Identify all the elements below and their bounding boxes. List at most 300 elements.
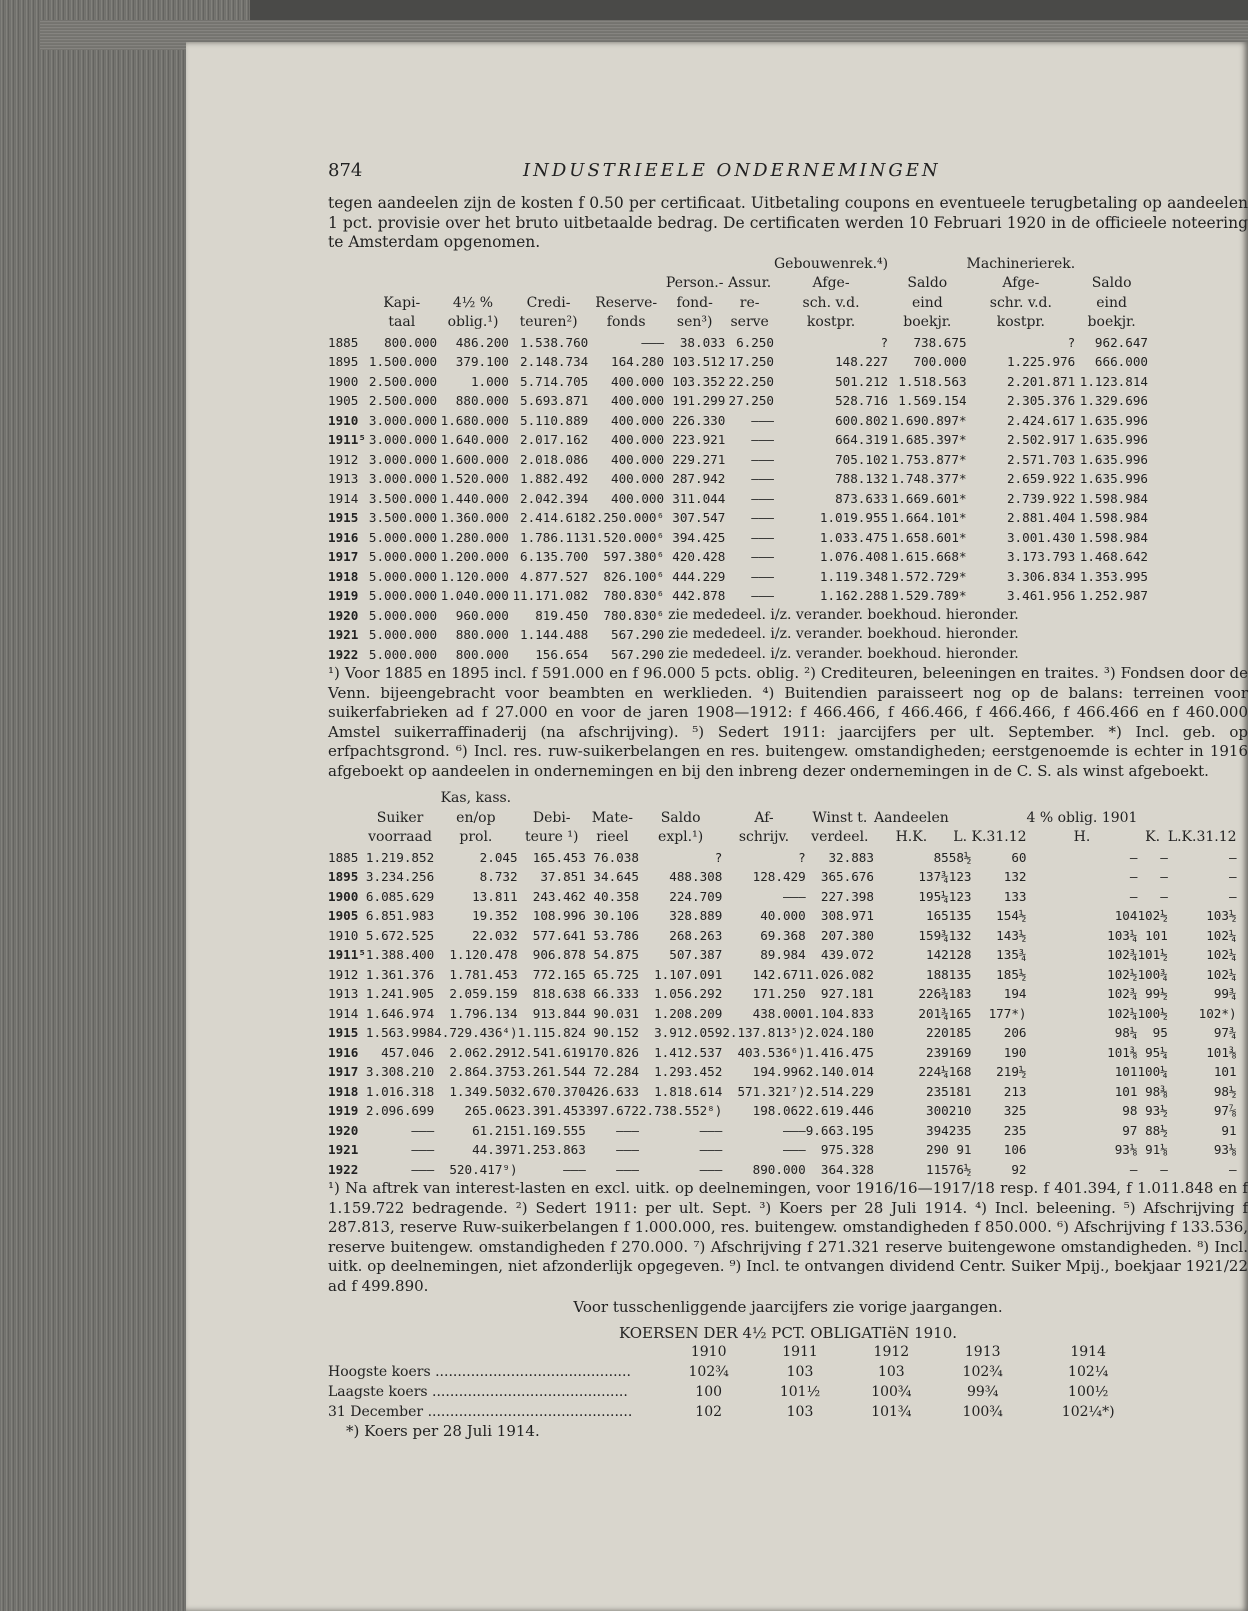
value-cell: 1.361.376 <box>365 966 435 982</box>
value-cell: 66.333 <box>593 986 639 1001</box>
value-cell: 11.171.082 <box>512 588 589 603</box>
table-row <box>328 1023 1237 1043</box>
value-cell: 142.671 <box>752 966 806 982</box>
header-cell: Saldo <box>1091 275 1132 291</box>
value-cell: 226.330 <box>672 412 726 428</box>
header-cell: en/op <box>456 809 496 826</box>
value-cell: 22.032 <box>472 927 518 943</box>
header-cell <box>328 828 366 848</box>
value-cell: 488.308 <box>669 869 723 884</box>
header-cell: Saldo <box>907 275 948 291</box>
value-cell: 426.633 <box>585 1083 639 1099</box>
value-cell: 61.215 <box>472 1122 518 1138</box>
footnotes-table-2: ¹) Na aftrek van interest-lasten en excl. uitk. op deelnemingen, voor 1916/16—1917/18 resp. f 401.394, f 1.011.848 en f 1.159.722 bedragende. ²) Sedert 1911: per ult. Sept. ³) Koers per 28 Juli 1914. ⁴) Incl. beleening. ⁵) Afschrijving f 287.813, reserve Ruw-suikerbelangen f 1.000.000, res. buitengew. omstandigheden f 850.000. ⁶) Afschrijving f 133.536, reserve buitengew. omstandigheden f 270.000. ⁷) Afschrijving f 271.321 reserve buitengewone omstandigheden. ⁸) Incl. uitk. op deelnemingen, niet afzonderlijk opgegeven. ⁹) Incl. te ontvangen dividend Centr. Suiker Mpij., boekjaar 1921/22 ad f 499.890. <box>328 1179 1248 1295</box>
value-cell: 307.547 <box>672 510 726 525</box>
value-cell: 3.234.256 <box>365 869 435 884</box>
value-cell: 1.520.000 <box>440 471 509 486</box>
value-cell: 2.500.000 <box>368 373 438 389</box>
year-cell: 1885 <box>328 849 359 865</box>
koersen-title: KOERSEN DER 4½ PCT. OBLIGATIëN 1910. <box>618 1324 958 1342</box>
value-cell: 1.329.696 <box>1079 393 1148 408</box>
value-cell: 2.571.703 <box>1006 451 1076 467</box>
value-cell: 3.912.059 <box>654 1025 723 1040</box>
value-cell: 3.461.956 <box>1006 588 1076 603</box>
note-cell: zie mededeel. i/z. verander. boekhoud. hieronder. <box>668 645 1019 662</box>
header-cell: L.K.31.12 <box>1167 829 1237 845</box>
value-cell: 2.659.922 <box>1006 471 1076 486</box>
value-cell: ——— <box>411 1142 435 1157</box>
value-cell: 19.352 <box>472 908 518 923</box>
header-cell <box>874 789 949 809</box>
value-cell: 128.429 <box>752 869 806 884</box>
value-cell: 1.144.488 <box>520 627 589 642</box>
value-cell: — <box>1160 1161 1168 1177</box>
header-cell <box>586 789 639 809</box>
header-cell: Machinerierek. <box>966 255 1076 272</box>
value-cell: 890.000 <box>752 1161 806 1177</box>
header-cell: Mate- <box>591 809 634 826</box>
value-cell: 101 <box>1114 1064 1138 1079</box>
value-cell: 308.971 <box>820 908 874 923</box>
value-cell: 2.062.291 <box>449 1044 518 1060</box>
value-cell: 100¼ <box>1137 1064 1168 1079</box>
value-cell: 2.042.394 <box>520 490 589 506</box>
value-cell: 2.502.917 <box>1006 432 1076 447</box>
value-cell: 1.796.134 <box>449 1005 518 1021</box>
value-cell: 1.076.408 <box>819 549 889 564</box>
value-cell: 22.250 <box>728 373 774 389</box>
value-cell: 103½ <box>1206 908 1237 923</box>
value-cell: 85 <box>933 849 949 865</box>
year-cell: 1900 <box>328 888 359 904</box>
value-cell: 97⅞ <box>1213 1103 1237 1118</box>
value-cell: 40.000 <box>760 908 806 923</box>
header-cell <box>588 274 664 294</box>
value-cell: — <box>1160 869 1168 884</box>
value-cell: ——— <box>699 1161 723 1177</box>
value-cell: 2.059.159 <box>449 986 518 1001</box>
value-cell: 780.830⁶ <box>603 607 665 623</box>
table-row <box>328 625 1148 645</box>
value-cell: 1.019.955 <box>819 510 889 525</box>
value-cell: 165 <box>926 908 949 923</box>
value-cell: 123 <box>948 888 972 904</box>
value-cell: 194 <box>1003 986 1027 1001</box>
value-cell: ——— <box>641 334 665 350</box>
year-cell: 1914 <box>328 1005 359 1021</box>
year-cell: 1900 <box>328 373 359 389</box>
value-cell: 93⅛ <box>1213 1142 1237 1157</box>
year-cell: 1911⁵ <box>328 947 366 962</box>
value-cell: 2.424.617 <box>1006 412 1076 428</box>
value-cell: 1.753.877* <box>890 451 967 467</box>
value-cell: 101⅜ <box>1107 1044 1138 1060</box>
koersen-year-row <box>328 1342 1148 1362</box>
value-cell: 27.250 <box>728 393 774 408</box>
value-cell: 5.000.000 <box>368 549 438 564</box>
value-cell: 137¾ <box>918 869 949 884</box>
header-cell: schrijv. <box>738 829 790 845</box>
value-cell: 1.669.601* <box>890 490 967 506</box>
year-cell: 1922 <box>328 646 359 662</box>
value-cell: 1.120.478 <box>449 947 518 962</box>
value-cell: 6.250 <box>736 334 774 350</box>
value-cell: 101½ <box>779 1384 821 1400</box>
header-cell: Person.- <box>665 275 724 291</box>
value-cell: 101 <box>1213 1064 1237 1079</box>
value-cell: 171.250 <box>752 986 806 1001</box>
value-cell: 164.280 <box>611 354 665 369</box>
header-cell <box>1137 809 1167 829</box>
table-header-row <box>328 828 1237 848</box>
value-cell: ——— <box>751 510 774 525</box>
value-cell: 76½ <box>948 1161 972 1177</box>
value-cell: 5.000.000 <box>368 627 438 642</box>
value-cell: 17.250 <box>728 354 774 369</box>
value-cell: 181 <box>948 1083 972 1099</box>
value-cell: 1.104.833 <box>805 1005 874 1021</box>
value-cell: 1.162.288 <box>819 588 889 603</box>
value-cell: — <box>1228 888 1237 904</box>
value-cell: 210 <box>948 1103 972 1118</box>
year-cell: 1895 <box>328 354 359 369</box>
value-cell: 1.115.824 <box>517 1025 586 1040</box>
value-cell: 2.500.000 <box>368 393 438 408</box>
value-cell: 102¼ <box>1068 1364 1109 1380</box>
value-cell: 457.046 <box>381 1044 435 1060</box>
value-cell: 3.308.210 <box>365 1064 435 1079</box>
value-cell: 2.670.370 <box>517 1083 586 1099</box>
page-number: 874 <box>328 160 363 181</box>
header-cell: K.31.12 <box>971 829 1027 845</box>
value-cell: 198.062 <box>752 1103 806 1118</box>
header-cell: Suiker <box>376 809 424 826</box>
value-cell: 1.500.000 <box>368 354 438 369</box>
value-cell: 102*) <box>1198 1005 1237 1021</box>
header-cell: Winst t. <box>812 809 868 826</box>
value-cell: 906.878 <box>532 947 586 962</box>
value-cell: 1.440.000 <box>440 490 509 506</box>
value-cell: 6.135.700 <box>520 549 589 564</box>
value-cell: 1.572.729* <box>890 568 967 584</box>
footnotes-table-1: ¹) Voor 1885 en 1895 incl. f 591.000 en f 96.000 5 pcts. oblig. ²) Crediteuren, beleeningen en traites. ³) Fondsen door de Venn. bijeengebracht voor beambten en werklieden. ⁴) Buitendien paraisseert nog op de balans: terreinen voor suikerfabrieken ad f 27.000 en voor de jaren 1908—1912: f 466.466, f 466.466, f 466.466, f 466.466 en f 460.000 Amstel suikerraffinaderij (na afschrijving). ⁵) Sedert 1911: jaarcijfers per ult. September. *) Incl. geb. op erfpachtsgrond. ⁶) Incl. res. ruw-suikerbelangen en res. buitengew. omstandigheden; eerstgenoemde is echter in 1916 afgeboekt op aandeelen in ondernemingen en bij den inbreng dezer ondernemingen in de C. S. als winst afgeboekt. <box>328 664 1248 780</box>
header-cell: teure ¹) <box>524 829 579 845</box>
value-cell: 88½ <box>1145 1122 1168 1138</box>
header-cell: fond- <box>676 294 713 311</box>
value-cell: 600.802 <box>835 412 889 428</box>
value-cell: 235 <box>1003 1122 1027 1138</box>
header-cell: Credi- <box>526 294 571 311</box>
header-cell: kostpr. <box>806 314 856 330</box>
value-cell: 520.417⁹) <box>449 1161 518 1177</box>
header-cell <box>664 255 725 275</box>
value-cell: 1.107.091 <box>654 966 723 982</box>
value-cell: 101¾ <box>871 1404 912 1420</box>
value-cell: 400.000 <box>611 412 665 428</box>
value-cell: ——— <box>616 1122 639 1138</box>
value-cell: 108.996 <box>532 908 586 923</box>
value-cell: 143½ <box>996 927 1027 943</box>
header-cell <box>972 809 1027 829</box>
value-cell: 4.729.436⁴) <box>434 1025 518 1040</box>
value-cell: 177*) <box>988 1005 1027 1021</box>
value-cell: 439.072 <box>820 947 874 962</box>
value-cell: 102¾ <box>1107 947 1138 962</box>
value-cell: 30.106 <box>593 908 639 923</box>
header-cell <box>1168 809 1237 829</box>
value-cell: 1.786.113 <box>520 529 589 545</box>
value-cell: 103.512 <box>672 354 726 369</box>
table-row <box>328 333 1148 353</box>
value-cell: 40.358 <box>593 888 639 904</box>
table-header-row <box>328 809 1237 829</box>
value-cell: — <box>1160 849 1168 865</box>
table-row <box>328 1082 1237 1102</box>
value-cell: 224¼ <box>918 1064 949 1079</box>
table-row <box>328 547 1148 567</box>
table-header-row <box>328 313 1148 333</box>
table-row <box>328 965 1237 985</box>
value-cell: 800.000 <box>455 646 509 662</box>
value-cell: 2.514.229 <box>805 1083 874 1099</box>
value-cell: 142 <box>926 947 949 962</box>
value-cell: 1.280.000 <box>440 529 509 545</box>
value-cell: ——— <box>751 549 774 564</box>
value-cell: 1.600.000 <box>440 451 509 467</box>
year-cell: 1913 <box>328 986 359 1001</box>
value-cell: 102¼ <box>1206 927 1237 943</box>
value-cell: 5.000.000 <box>368 529 438 545</box>
value-cell: — <box>1228 849 1237 865</box>
value-cell: 1.169.555 <box>517 1122 586 1138</box>
value-cell: 2.017.162 <box>520 432 589 447</box>
value-cell: 3.173.793 <box>1006 549 1076 564</box>
value-cell: 2.140.014 <box>805 1064 874 1079</box>
header-cell: expl.¹) <box>658 829 704 845</box>
header-cell: boekjr. <box>1087 314 1136 330</box>
value-cell: ——— <box>563 1161 586 1177</box>
header-cell: verdeel. <box>811 829 869 845</box>
header-cell: sch. v.d. <box>802 294 860 311</box>
value-cell: ? <box>714 849 723 865</box>
value-cell: 6.085.629 <box>365 888 435 904</box>
value-cell: 1.685.397* <box>890 432 967 447</box>
value-cell: 1.000 <box>470 373 509 389</box>
value-cell: 5.000.000 <box>368 588 438 603</box>
year-cell: 1921 <box>328 627 359 642</box>
year-cell: 1910 <box>328 927 359 943</box>
table-row <box>328 1101 1237 1121</box>
header-cell: prol. <box>459 829 493 845</box>
value-cell: 102 <box>695 1404 723 1420</box>
value-cell: — <box>1129 888 1138 904</box>
value-cell: — <box>1228 1161 1237 1177</box>
year-cell: 1916 <box>328 529 359 545</box>
value-cell: 5.714.705 <box>520 373 589 389</box>
value-cell: 4.877.527 <box>520 568 589 584</box>
value-cell: ? <box>1067 334 1076 350</box>
year-header: 1910 <box>690 1344 727 1360</box>
value-cell: 2.137.813⁵) <box>722 1025 806 1040</box>
value-cell: 185 <box>948 1025 972 1040</box>
header-cell: Afge- <box>812 275 850 291</box>
header-cell <box>639 789 722 809</box>
value-cell: 1.208.209 <box>654 1005 723 1021</box>
value-cell: 394 <box>926 1122 949 1138</box>
value-cell: 97¾ <box>1213 1025 1237 1040</box>
year-cell: 1920 <box>328 607 359 623</box>
value-cell: 5.693.871 <box>520 393 589 408</box>
header-cell: Debi- <box>532 809 571 826</box>
row-label: Laagste koers ............................................ <box>328 1384 628 1400</box>
year-cell: 1885 <box>328 334 359 350</box>
value-cell: 1.658.601* <box>890 529 967 545</box>
value-cell: 365.676 <box>820 869 874 884</box>
table-row <box>328 1062 1237 1082</box>
value-cell: 100 <box>695 1384 723 1400</box>
header-cell <box>806 789 874 809</box>
table-row <box>328 887 1237 907</box>
value-cell: 1.690.897* <box>890 412 967 428</box>
value-cell: 65.725 <box>593 966 639 982</box>
value-cell: 1.123.814 <box>1079 373 1148 389</box>
header-cell: boekjr. <box>903 314 952 330</box>
header-cell: eind <box>1096 294 1127 311</box>
year-cell: 1918 <box>328 568 359 584</box>
value-cell: 438.000 <box>752 1005 806 1021</box>
value-cell: ——— <box>699 1122 723 1138</box>
value-cell: 1.635.996 <box>1079 451 1148 467</box>
value-cell: 800.000 <box>384 334 438 350</box>
value-cell: 243.462 <box>532 888 586 904</box>
value-cell: 403.536⁶) <box>737 1044 806 1060</box>
value-cell: 3.000.000 <box>368 432 438 447</box>
intermediate-note: Voor tusschenliggende jaarcijfers zie vorige jaargangen. <box>573 1298 1003 1316</box>
header-cell: oblig.¹) <box>447 314 499 330</box>
value-cell: 97 <box>1122 1122 1138 1138</box>
header-cell <box>888 255 966 275</box>
note-cell: zie mededeel. i/z. verander. boekhoud. hieronder. <box>668 606 1019 623</box>
header-cell <box>518 789 586 809</box>
table-row <box>328 606 1148 626</box>
koersen-row <box>328 1362 1148 1382</box>
value-cell: 2.250.000⁶ <box>588 510 665 525</box>
value-cell: 1.598.984 <box>1079 529 1148 545</box>
table-row <box>328 1160 1237 1180</box>
table-row <box>328 645 1148 665</box>
value-cell: 239 <box>926 1044 949 1060</box>
value-cell: 3.000.000 <box>368 412 438 428</box>
value-cell: 1.416.475 <box>805 1044 874 1060</box>
header-cell: 4 % oblig. 1901 <box>1026 809 1138 826</box>
value-cell: 1.563.998 <box>365 1025 435 1040</box>
value-cell: 93½ <box>1145 1103 1168 1118</box>
value-cell: 738.675 <box>913 334 967 350</box>
header-cell <box>972 789 1027 809</box>
value-cell: 772.165 <box>532 966 586 982</box>
table-row <box>328 984 1237 1004</box>
value-cell: 229.271 <box>672 451 726 467</box>
value-cell: 223.921 <box>672 432 726 447</box>
value-cell: 379.100 <box>455 354 509 369</box>
value-cell: 8.732 <box>479 869 518 884</box>
value-cell: 3.391.453 <box>517 1103 586 1118</box>
value-cell: 1.360.000 <box>440 510 509 525</box>
value-cell: 98¼ <box>1114 1025 1138 1040</box>
value-cell: 9.663.195 <box>805 1122 874 1138</box>
table-row <box>328 926 1237 946</box>
header-cell <box>1027 789 1138 809</box>
value-cell: 2.045 <box>479 849 518 865</box>
year-cell: 1919 <box>328 1103 359 1118</box>
table-row <box>328 508 1148 528</box>
value-cell: 1.293.452 <box>654 1064 723 1079</box>
value-cell: 91⅛ <box>1145 1142 1168 1157</box>
value-cell: 1.468.642 <box>1079 549 1148 564</box>
year-cell: 1920 <box>328 1122 359 1138</box>
value-cell: 191.299 <box>672 393 726 408</box>
value-cell: 69.368 <box>760 927 806 943</box>
header-cell <box>437 255 509 275</box>
koersen-table <box>328 1342 1148 1422</box>
value-cell: 100¾ <box>962 1404 1003 1420</box>
header-cell: Saldo <box>660 809 701 826</box>
header-cell: K. <box>1145 829 1161 845</box>
value-cell: 2.024.180 <box>805 1025 874 1040</box>
value-cell: 400.000 <box>611 471 665 486</box>
value-cell: 133 <box>1003 888 1027 904</box>
value-cell: 1.781.453 <box>449 966 518 982</box>
year-cell: 1912 <box>328 451 359 467</box>
value-cell: 328.889 <box>669 908 723 923</box>
value-cell: 102¾ <box>962 1364 1003 1380</box>
header-cell <box>725 255 774 275</box>
value-cell: 705.102 <box>835 451 889 467</box>
value-cell: 100¾ <box>1137 966 1168 982</box>
value-cell: 666.000 <box>1094 354 1148 369</box>
table-row <box>328 528 1148 548</box>
value-cell: 873.633 <box>835 490 889 506</box>
value-cell: 400.000 <box>611 432 665 447</box>
table-row <box>328 567 1148 587</box>
value-cell: 5.000.000 <box>368 568 438 584</box>
value-cell: 5.110.889 <box>520 412 589 428</box>
value-cell: 148.227 <box>835 354 889 369</box>
page-title: INDUSTRIEELE ONDERNEMINGEN <box>523 160 941 181</box>
header-cell: L. <box>953 829 968 845</box>
value-cell: ——— <box>751 412 774 428</box>
value-cell: 567.290 <box>611 646 665 662</box>
year-cell: 1910 <box>328 412 359 428</box>
table-row <box>328 867 1237 887</box>
value-cell: 1.635.996 <box>1079 412 1148 428</box>
header-cell: schr. v.d. <box>989 294 1052 311</box>
value-cell: 93⅛ <box>1114 1142 1138 1157</box>
value-cell: 400.000 <box>611 490 665 506</box>
value-cell: 5.000.000 <box>368 646 438 662</box>
value-cell: ——— <box>751 490 774 506</box>
value-cell: 486.200 <box>455 334 509 350</box>
value-cell: 103 <box>786 1364 814 1380</box>
value-cell: 819.450 <box>535 607 589 623</box>
header-cell <box>328 809 366 829</box>
value-cell: 700.000 <box>913 354 967 369</box>
value-cell: 99¾ <box>967 1384 999 1400</box>
value-cell: 400.000 <box>611 451 665 467</box>
table-row <box>328 848 1237 868</box>
value-cell: 60 <box>1011 849 1027 865</box>
value-cell: 106 <box>1003 1142 1027 1157</box>
